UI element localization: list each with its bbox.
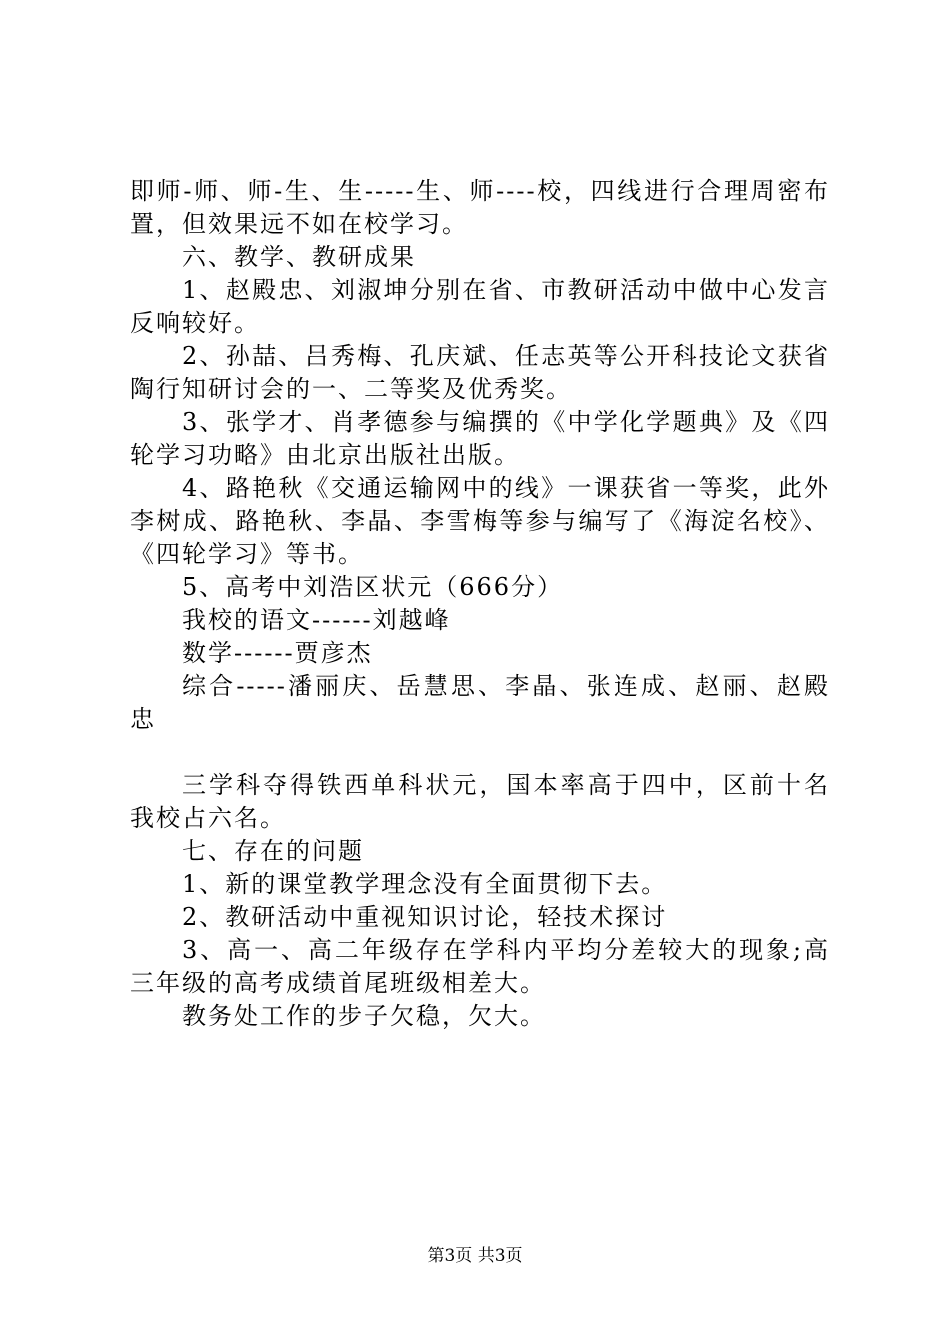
problem-item-1: 1、新的课堂教学理念没有全面贯彻下去。 [182,870,668,898]
blank-line [130,736,830,769]
result-item-2: 2、孙喆、吕秀梅、孔庆斌、任志英等公开科技论文获省陶行知研讨会的一、二等奖及优秀奖。 [130,342,830,403]
top-score-chinese: 我校的语文------刘越峰 [182,606,451,634]
top-score-comprehensive: 综合-----潘丽庆、岳慧思、李晶、张连成、赵丽、赵殿忠 [130,672,830,733]
result-item-3: 3、张学才、肖孝德参与编撰的《中学化学题典》及《四轮学习功略》由北京出版社出版。 [130,408,830,469]
section-heading-problems: 七、存在的问题 [182,837,364,865]
result-item-1: 1、赵殿忠、刘淑坤分别在省、市教研活动中做中心发言反响较好。 [130,276,830,337]
closing-remark: 教务处工作的步子欠稳，欠大。 [182,1002,546,1030]
result-item-4: 4、路艳秋《交通运输网中的线》一课获省一等奖，此外李树成、路艳秋、李晶、李雪梅等参与编写了《海淀名校》、《四轮学习》等书。 [130,474,830,568]
paragraph-continuation: 即师-师、师-生、生-----生、师----校，四线进行合理周密布置，但效果远不如在校学习。 [130,177,830,238]
document-body [130,175,830,1033]
top-score-math: 数学------贾彦杰 [182,639,373,667]
problem-item-2: 2、教研活动中重视知识讨论，轻技术探讨 [182,903,668,931]
summary-paragraph: 三学科夺得铁西单科状元，国本率高于四中，区前十名我校占六名。 [130,771,830,832]
page-number-footer: 第3页 共3页 [427,1246,523,1266]
section-heading-results: 六、教学、教研成果 [182,243,416,271]
problem-item-3: 3、高一、高二年级存在学科内平均分差较大的现象;高三年级的高考成绩首尾班级相差大。 [130,936,830,997]
result-item-5: 5、高考中刘浩区状元（666分） [182,573,564,601]
